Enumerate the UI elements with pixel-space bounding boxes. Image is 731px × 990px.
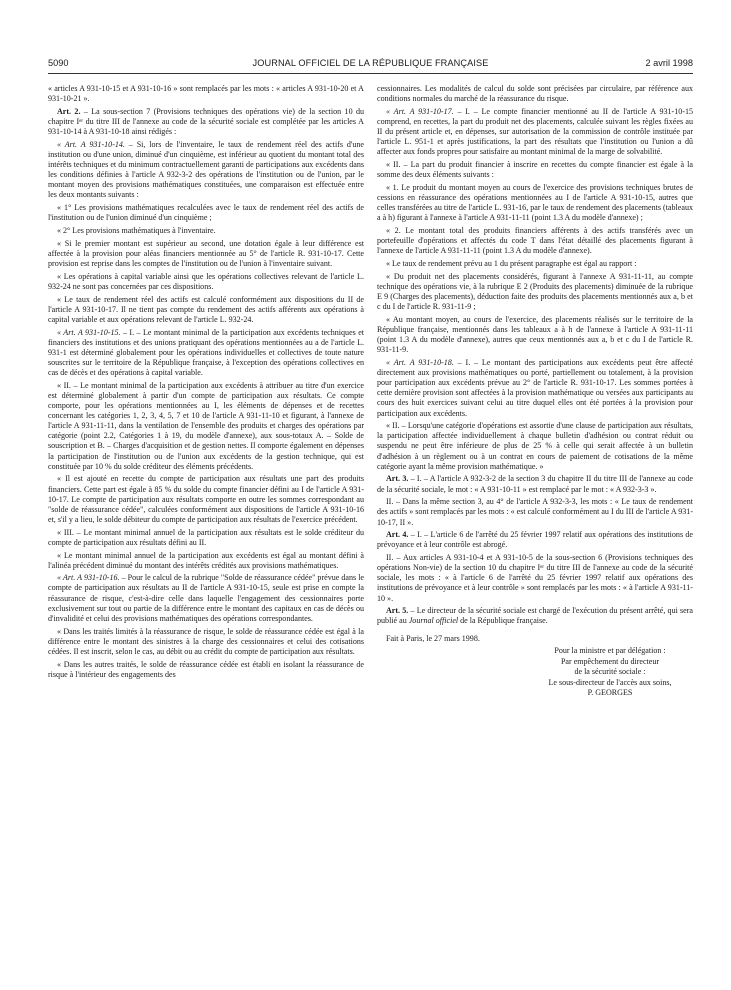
- paragraph: « Dans les autres traités, le solde de réassurance cédée est établi en isolant la réassurance de risque à l'intérieur des engagements des: [48, 659, 364, 679]
- article-ref: « Art. A 931-10-15.: [57, 327, 121, 337]
- article-a-931-10-14: [48, 140, 364, 201]
- article-3: [377, 474, 693, 494]
- paragraph: « Il est ajouté en recette du compte de participation aux résultats une part des produits financiers. Cette part est égale à 85 % du solde du compte financier défini au I de l'article A 931-10-17. Le compte de participation aux résultats comporte en outre les sommes correspondant au "solde de réassurance cédée", calculées conformément aux dispositions de l'article A 931-10-16 et, s'il y a lieu, le solde débiteur du compte de participation aux résultats de l'exercice précédent.: [48, 474, 364, 524]
- paragraph: « articles A 931-10-15 et A 931-10-16 » sont remplacés par les mots : « articles A 931-10-20 et A 931-10-21 ».: [48, 84, 364, 104]
- signature-line: de la sécurité sociale :: [574, 667, 646, 677]
- journal-officiel-ref: Journal officiel: [408, 616, 459, 626]
- article-text: – Pour le calcul de la rubrique "Solde de réassurance cédée" prévue dans le compte de participation aux résultats au II de l'article A 931-10-15, seule est prise en compte la réassurance de risque, c'est-à-dire celle dans laquelle l'engagement des cessionnaires porte exclusivement sur tout ou partie de la différence entre le montant des capitaux en cas de décès ou d'invalidité et celui des provisions mathématiques des opérations correspondantes.: [48, 573, 364, 623]
- article-label: Art. 2.: [57, 106, 81, 116]
- left-column: [48, 84, 364, 974]
- header-rule: [48, 73, 693, 74]
- article-text: – Si, lors de l'inventaire, le taux de rendement réel des actifs d'une institution ou d'une union, diminué d'un cinquième, est inférieur au quotient du montant total des intérêts techniques et du minimum contractuellement garanti de participations aux excédents dans les conditions définies à l'article A 932-3-2 des opérations de l'institution ou de l'union, par le montant moyen des provisions mathématiques constituées, une comparaison est effectuée entre les deux montants suivants :: [48, 139, 364, 200]
- paragraph: « Du produit net des placements considérés, figurant à l'annexe A 931-11-11, au compte technique des opérations vie, à la rubrique E 2 (Produits des placements) diminuée de la rubrique E 9 (Charges des placements), déduction faite des produits des placements mentionnés aux a, b et c du I de l'article R. 931-11-9 ;: [377, 271, 693, 312]
- signatory-title: Le sous-directeur de l'accès aux soins,: [548, 677, 672, 687]
- signature-line: Par empêchement du directeur: [560, 656, 660, 666]
- paragraph: « II. – La part du produit financier à inscrire en recettes du compte financier est égale à la somme des deux éléments suivants :: [377, 160, 693, 180]
- article-a-931-10-17: [377, 107, 693, 158]
- article-text: – La sous-section 7 (Provisions techniques des opérations vie) de la section 10 du chapitre Iᵉʳ du titre III de l'annexe au code de la sécurité sociale est complétée par les articles A 931-10-14 à A 931-10-18 ainsi rédigés :: [48, 106, 364, 137]
- signatory-name: P. GEORGES: [587, 688, 633, 698]
- article-text: – I. – L'article 6 de l'arrêté du 25 février 1997 relatif aux opérations des institutions de prévoyance et à leur contrôle est abrogé.: [377, 530, 693, 550]
- paragraph: II. – Aux articles A 931-10-4 et A 931-10-5 de la sous-section 6 (Provisions techniques des opérations Non-vie) de la section 10 du chapitre Iᵉʳ du titre III de l'annexe au code de la sécurité sociale, les mots : « à l'article 6 de l'arrêté du 25 février 1997 relatif aux opérations des institutions de prévoyance et à leur contrôle » sont remplacés par les mots : « à l'article A 931-11-10 ».: [377, 553, 693, 603]
- paragraph: « Les opérations à capital variable ainsi que les opérations collectives relevant de l'article L. 932-24 ne sont pas concernées par ces dispositions.: [48, 271, 364, 291]
- paragraph: II. – Dans la même section 3, au 4° de l'article A 932-3-3, les mots : « Le taux de rendement des actifs » sont remplacés par les mots : « est calculé conformément au I du III de l'article A 931-10-17, II ».: [377, 497, 693, 527]
- paragraph: « Au montant moyen, au cours de l'exercice, des placements réalisés sur le territoire de la République française, mentionnés dans les tableaux a à h de l'annexe à l'article A 931-11-11 (point 1.3 A du modèle d'annexe), autres que ceux mentionnés aux a, b et c du I de l'article R. 931-11-9.: [377, 314, 693, 355]
- article-ref: « Art. A 931-10-16.: [57, 573, 120, 583]
- paragraph: « Dans les traités limités à la réassurance de risque, le solde de réassurance cédée est égal à la différence entre le montant des sinistres à la charge des cessionnaires et celui des cotisations cédées. Il est inscrit, selon le cas, au débit ou au crédit du compte de participation aux résultats.: [48, 626, 364, 656]
- paragraph: « 2. Le montant total des produits financiers afférents à des actifs transférés avec un portefeuille d'opérations et affectés du code T dans l'état détaillé des placements figurant à l'annexe de l'article A 931-11-11 (point 1.3 A du modèle d'annexe).: [377, 226, 693, 256]
- article-4: [377, 530, 693, 550]
- journal-page: [48, 56, 693, 976]
- article-ref: « Art. A 931-10-17.: [386, 106, 454, 116]
- issue-date: 2 avril 1998: [645, 58, 693, 68]
- page-number: 5090: [48, 58, 69, 68]
- article-text: – I. – Le montant minimal de la participation aux excédents techniques et financiers des institutions et des unions pratiquant des opérations mentionnées au a de l'article L. 931-1 est déterminé globalement pour les opérations individuelles et collectives de toute nature souscrites sur le territoire de la République française, à l'exception des opérations collectives en cas de décès et des opérations à capital variable.: [48, 327, 364, 377]
- article-a-931-10-18: [377, 358, 693, 419]
- paragraph: « 1° Les provisions mathématiques recalculées avec le taux de rendement réel des actifs de l'institution ou de l'union diminué d'un cinquième ;: [48, 203, 364, 223]
- article-ref: « Art. A 931-10-18.: [386, 357, 454, 367]
- article-5: [377, 606, 693, 626]
- paragraph: « 2° Les provisions mathématiques à l'inventaire.: [57, 226, 216, 235]
- paragraph: « II. – Le montant minimal de la participation aux excédents à attribuer au titre d'un exercice est déterminé globalement à partir d'un compte de participation aux résultats. Ce compte comporte, pour les opérations mentionnées au I, les éléments de dépenses et de recettes concernant les catégories 1, 2, 3, 4, 5, 7 et 10 de l'article A 931-11-10 et figurant, à l'annexe de l'article A 931-11-11, dans la ventilation de l'ensemble des produits et charges des opérations par catégorie (point 2.2, Catégories 1 à 19, du modèle d'annexe), aux sous-totaux A. – Solde de souscription et B. – Charges d'acquisition et de gestion nettes. Il comporte également en dépenses la participation de l'institution ou de l'union aux excédents de la gestion technique, qui est constituée par 10 % du solde créditeur des éléments précédents.: [48, 380, 364, 471]
- paragraph: cessionnaires. Les modalités de calcul du solde sont précisées par circulaire, par référence aux conditions normales du marché de la réassurance du risque.: [377, 84, 693, 104]
- article-ref: « Art. A 931-10-14.: [57, 139, 125, 149]
- article-text: – Le directeur de la sécurité sociale est chargé de l'exécution du présent arrêté, qui sera publié au: [377, 606, 693, 626]
- paragraph: « Le taux de rendement réel des actifs est calculé conformément aux dispositions du II de l'article A 931-10-17. Il ne tient pas compte du rendement des actifs afférents aux opérations à capital variable et aux opérations relevant de l'article L. 932-24.: [48, 294, 364, 324]
- article-text: – I. – A l'article A 932-3-2 de la section 3 du chapitre II du titre III de l'annexe au code de la sécurité sociale, le mot : « A 931-10-11 » est remplacé par le mot : « A 932-3-3 ».: [377, 474, 693, 494]
- article-label: Art. 3.: [386, 474, 409, 484]
- paragraph: « II. – Lorsqu'une catégorie d'opérations est assortie d'une clause de participation aux résultats, la participation affectée individuellement à chaque bulletin d'adhésion ou contrat réduit ou suspendu ne peut être inférieure de plus de 25 % à celle qui serait affectée à un bulletin d'adhésion à un règlement ou à un contrat en cours de paiement de cotisations de la même catégorie ayant la même provision mathématique. »: [377, 421, 693, 471]
- article-text: – I. – Le montant des participations aux excédents peut être affecté directement aux provisions mathématiques ou porté, partiellement ou totalement, à la provision pour participation aux excédents prévue au 2° de l'article R. 931-10-17. Les sommes portées à cette dernière provision sont affectées à la provision mathématique ou versées aux participants au cours des huit exercices suivant celui au titre duquel elles ont été portées à la provision pour participation aux excédents.: [377, 357, 693, 418]
- article-a-931-10-16: [48, 573, 364, 624]
- page-header: [48, 56, 693, 72]
- paragraph: « Le taux de rendement prévu au 1 du présent paragraphe est égal au rapport :: [386, 258, 637, 268]
- paragraph: « Si le premier montant est supérieur au second, une dotation égale à leur différence est affectée à la provision pour aléas financiers mentionnée au 5° de l'article R. 931-10-17. Cette provision est reprise dans les comptes de l'institution ou de l'union à l'inventaire suivant.: [48, 238, 364, 268]
- article-label: Art. 5.: [386, 606, 409, 616]
- signature-place-date: Fait à Paris, le 27 mars 1998.: [386, 633, 480, 643]
- signature-line: Pour la ministre et par délégation :: [554, 646, 666, 656]
- paragraph: « 1. Le produit du montant moyen au cours de l'exercice des provisions techniques brutes de cessions en réassurance des opérations mentionnées au I de l'article A 931-10-15, autres que celles transférées au titre de l'article L. 931-16, par le taux de rendement des placements (tableaux a à h) figurant à l'annexe à l'article A 931-11-11 (point 1.3 A du modèle d'annexe) ;: [377, 182, 693, 223]
- article-label: Art. 4.: [386, 530, 409, 540]
- article-2: [48, 107, 364, 137]
- article-a-931-10-15: [48, 328, 364, 379]
- right-column: [377, 84, 693, 974]
- paragraph: « Le montant minimal annuel de la participation aux excédents est égal au montant défini à l'alinéa précédent diminué du montant des intérêts crédités aux provisions mathématiques.: [48, 550, 364, 570]
- article-text-end: de la République française.: [458, 616, 548, 626]
- journal-title: JOURNAL OFFICIEL DE LA RÉPUBLIQUE FRANÇAISE: [252, 58, 489, 68]
- paragraph: « III. – Le montant minimal annuel de la participation aux résultats est le solde créditeur du compte de participation aux résultats défini au II.: [48, 527, 364, 547]
- article-text: – I. – Le compte financier mentionné au II de l'article A 931-10-15 comprend, en recettes, la part du produit net des placements, calculée suivant les règles fixées au II du présent article et, en dépenses, sur autorisation de la commission de contrôle instituée par l'article L. 951-1 et après justifications, la part des résultats que l'institution ou l'union a dû affecter aux fonds propres pour satisfaire au montant minimal de la marge de solvabilité.: [377, 106, 693, 157]
